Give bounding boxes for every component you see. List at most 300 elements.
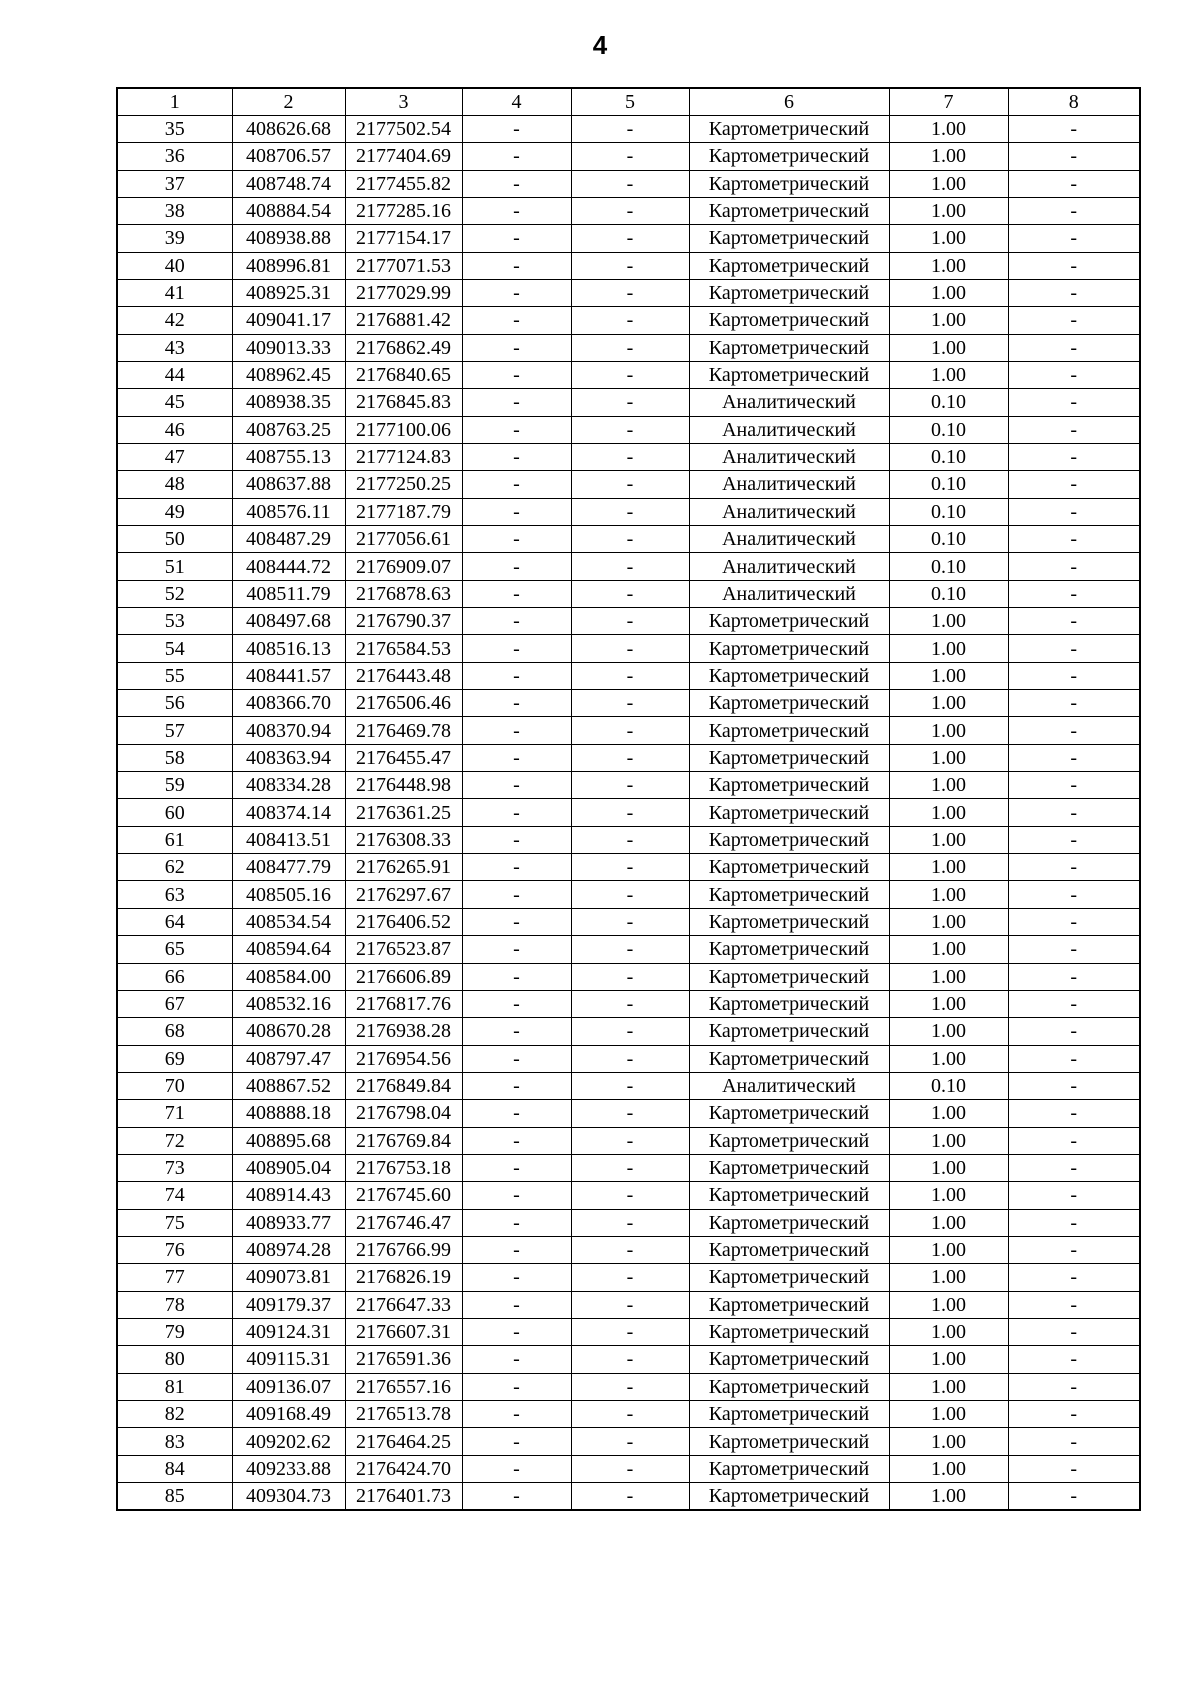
table-cell-accuracy: 1.00 bbox=[889, 1018, 1008, 1045]
table-cell-coordinate-x: 409013.33 bbox=[232, 334, 345, 361]
table-cell-point-number: 71 bbox=[117, 1100, 232, 1127]
table-cell-point-number: 60 bbox=[117, 799, 232, 826]
table-cell-col-4-value: - bbox=[462, 580, 571, 607]
table-cell-method: Аналитический bbox=[689, 443, 889, 470]
table-cell-col-5-value: - bbox=[571, 471, 689, 498]
table-cell-col-5-value: - bbox=[571, 553, 689, 580]
table-cell-coordinate-y: 2176845.83 bbox=[345, 389, 462, 416]
table-cell-coordinate-y: 2176753.18 bbox=[345, 1154, 462, 1181]
table-cell-method: Картометрический bbox=[689, 963, 889, 990]
table-cell-col-5-value: - bbox=[571, 635, 689, 662]
table-cell-method: Картометрический bbox=[689, 143, 889, 170]
table-cell-method: Картометрический bbox=[689, 1483, 889, 1510]
table-cell-point-number: 84 bbox=[117, 1455, 232, 1482]
table-cell-col-5-value: - bbox=[571, 826, 689, 853]
table-cell-col-5-value: - bbox=[571, 990, 689, 1017]
table-cell-coordinate-y: 2177285.16 bbox=[345, 197, 462, 224]
table-cell-coordinate-y: 2176862.49 bbox=[345, 334, 462, 361]
table-cell-method: Картометрический bbox=[689, 662, 889, 689]
table-cell-method: Аналитический bbox=[689, 416, 889, 443]
table-row bbox=[117, 744, 1140, 771]
table-cell-coordinate-x: 408370.94 bbox=[232, 717, 345, 744]
table-cell-col-5-value: - bbox=[571, 580, 689, 607]
table-row bbox=[117, 1318, 1140, 1345]
table-cell-coordinate-x: 408497.68 bbox=[232, 608, 345, 635]
table-cell-col-4-value: - bbox=[462, 361, 571, 388]
table-cell-accuracy: 1.00 bbox=[889, 1127, 1008, 1154]
table-cell-point-number: 77 bbox=[117, 1264, 232, 1291]
table-cell-accuracy: 1.00 bbox=[889, 115, 1008, 142]
table-cell-col-5-value: - bbox=[571, 1318, 689, 1345]
table-cell-col-8-value: - bbox=[1008, 608, 1140, 635]
table-cell-coordinate-y: 2176849.84 bbox=[345, 1072, 462, 1099]
table-row bbox=[117, 279, 1140, 306]
table-cell-coordinate-y: 2177124.83 bbox=[345, 443, 462, 470]
table-cell-col-4-value: - bbox=[462, 170, 571, 197]
table-cell-coordinate-y: 2176401.73 bbox=[345, 1483, 462, 1510]
table-cell-accuracy: 1.00 bbox=[889, 170, 1008, 197]
table-cell-coordinate-x: 408888.18 bbox=[232, 1100, 345, 1127]
table-cell-accuracy: 1.00 bbox=[889, 279, 1008, 306]
table-cell-coordinate-x: 408895.68 bbox=[232, 1127, 345, 1154]
table-cell-col-4-value: - bbox=[462, 115, 571, 142]
table-cell-accuracy: 1.00 bbox=[889, 1236, 1008, 1263]
table-cell-coordinate-x: 408534.54 bbox=[232, 908, 345, 935]
table-cell-method: Картометрический bbox=[689, 881, 889, 908]
table-cell-point-number: 68 bbox=[117, 1018, 232, 1045]
table-row bbox=[117, 1209, 1140, 1236]
table-cell-coordinate-y: 2176557.16 bbox=[345, 1373, 462, 1400]
table-row bbox=[117, 443, 1140, 470]
table-cell-coordinate-y: 2177056.61 bbox=[345, 526, 462, 553]
table-cell-point-number: 45 bbox=[117, 389, 232, 416]
table-cell-col-8-value: - bbox=[1008, 1072, 1140, 1099]
table-cell-accuracy: 1.00 bbox=[889, 881, 1008, 908]
table-cell-col-4-value: - bbox=[462, 1018, 571, 1045]
table-cell-col-4-value: - bbox=[462, 717, 571, 744]
table-cell-col-4-value: - bbox=[462, 252, 571, 279]
table-row bbox=[117, 690, 1140, 717]
table-row bbox=[117, 1483, 1140, 1510]
table-row bbox=[117, 143, 1140, 170]
table-cell-point-number: 42 bbox=[117, 307, 232, 334]
table-cell-accuracy: 1.00 bbox=[889, 1483, 1008, 1510]
table-cell-col-8-value: - bbox=[1008, 416, 1140, 443]
table-cell-method: Картометрический bbox=[689, 772, 889, 799]
table-cell-point-number: 40 bbox=[117, 252, 232, 279]
table-cell-point-number: 72 bbox=[117, 1127, 232, 1154]
table-cell-coordinate-y: 2176909.07 bbox=[345, 553, 462, 580]
table-cell-method: Картометрический bbox=[689, 1428, 889, 1455]
table-cell-coordinate-x: 408532.16 bbox=[232, 990, 345, 1017]
table-cell-col-5-value: - bbox=[571, 908, 689, 935]
table-cell-coordinate-y: 2176745.60 bbox=[345, 1182, 462, 1209]
table-cell-accuracy: 1.00 bbox=[889, 1401, 1008, 1428]
table-cell-coordinate-y: 2176591.36 bbox=[345, 1346, 462, 1373]
table-cell-method: Картометрический bbox=[689, 826, 889, 853]
table-cell-coordinate-y: 2176790.37 bbox=[345, 608, 462, 635]
table-cell-col-4-value: - bbox=[462, 307, 571, 334]
table-cell-col-4-value: - bbox=[462, 334, 571, 361]
table-cell-point-number: 58 bbox=[117, 744, 232, 771]
table-cell-coordinate-y: 2176607.31 bbox=[345, 1318, 462, 1345]
table-cell-col-5-value: - bbox=[571, 1018, 689, 1045]
table-cell-point-number: 52 bbox=[117, 580, 232, 607]
table-cell-col-4-value: - bbox=[462, 854, 571, 881]
table-cell-coordinate-x: 408477.79 bbox=[232, 854, 345, 881]
table-cell-coordinate-x: 408363.94 bbox=[232, 744, 345, 771]
column-header: 3 bbox=[345, 88, 462, 115]
table-cell-col-5-value: - bbox=[571, 854, 689, 881]
table-cell-col-5-value: - bbox=[571, 1182, 689, 1209]
table-cell-col-5-value: - bbox=[571, 936, 689, 963]
table-cell-col-5-value: - bbox=[571, 1401, 689, 1428]
table-cell-coordinate-x: 408516.13 bbox=[232, 635, 345, 662]
table-cell-accuracy: 1.00 bbox=[889, 744, 1008, 771]
table-row bbox=[117, 1100, 1140, 1127]
table-cell-coordinate-y: 2176878.63 bbox=[345, 580, 462, 607]
table-cell-point-number: 47 bbox=[117, 443, 232, 470]
table-cell-col-4-value: - bbox=[462, 553, 571, 580]
table-row bbox=[117, 498, 1140, 525]
table-cell-coordinate-x: 408933.77 bbox=[232, 1209, 345, 1236]
table-cell-col-5-value: - bbox=[571, 690, 689, 717]
table-cell-col-8-value: - bbox=[1008, 1318, 1140, 1345]
table-cell-point-number: 61 bbox=[117, 826, 232, 853]
table-cell-method: Картометрический bbox=[689, 361, 889, 388]
table-cell-col-8-value: - bbox=[1008, 1154, 1140, 1181]
table-cell-col-4-value: - bbox=[462, 826, 571, 853]
table-cell-col-5-value: - bbox=[571, 307, 689, 334]
table-cell-coordinate-x: 408576.11 bbox=[232, 498, 345, 525]
table-cell-point-number: 69 bbox=[117, 1045, 232, 1072]
table-cell-col-4-value: - bbox=[462, 1100, 571, 1127]
table-cell-col-8-value: - bbox=[1008, 252, 1140, 279]
table-cell-col-4-value: - bbox=[462, 1373, 571, 1400]
table-cell-coordinate-x: 408444.72 bbox=[232, 553, 345, 580]
table-cell-col-5-value: - bbox=[571, 197, 689, 224]
table-row bbox=[117, 307, 1140, 334]
table-cell-col-5-value: - bbox=[571, 526, 689, 553]
table-cell-coordinate-x: 408334.28 bbox=[232, 772, 345, 799]
table-cell-point-number: 55 bbox=[117, 662, 232, 689]
table-cell-coordinate-x: 408637.88 bbox=[232, 471, 345, 498]
table-cell-col-5-value: - bbox=[571, 1483, 689, 1510]
table-cell-point-number: 51 bbox=[117, 553, 232, 580]
table-cell-accuracy: 1.00 bbox=[889, 662, 1008, 689]
table-cell-coordinate-x: 409073.81 bbox=[232, 1264, 345, 1291]
table-cell-col-5-value: - bbox=[571, 1455, 689, 1482]
table-row bbox=[117, 936, 1140, 963]
table-cell-coordinate-x: 408374.14 bbox=[232, 799, 345, 826]
table-cell-col-4-value: - bbox=[462, 498, 571, 525]
table-row bbox=[117, 1373, 1140, 1400]
table-cell-point-number: 64 bbox=[117, 908, 232, 935]
table-row bbox=[117, 1045, 1140, 1072]
table-row bbox=[117, 580, 1140, 607]
table-cell-accuracy: 1.00 bbox=[889, 252, 1008, 279]
table-cell-col-8-value: - bbox=[1008, 854, 1140, 881]
table-cell-col-4-value: - bbox=[462, 225, 571, 252]
table-cell-coordinate-x: 408763.25 bbox=[232, 416, 345, 443]
table-cell-col-5-value: - bbox=[571, 1373, 689, 1400]
table-cell-coordinate-y: 2176769.84 bbox=[345, 1127, 462, 1154]
table-cell-point-number: 81 bbox=[117, 1373, 232, 1400]
table-cell-method: Картометрический bbox=[689, 1127, 889, 1154]
table-cell-col-8-value: - bbox=[1008, 744, 1140, 771]
table-cell-accuracy: 1.00 bbox=[889, 608, 1008, 635]
table-cell-col-4-value: - bbox=[462, 772, 571, 799]
table-cell-col-4-value: - bbox=[462, 1291, 571, 1318]
table-cell-col-4-value: - bbox=[462, 635, 571, 662]
table-row bbox=[117, 1401, 1140, 1428]
table-cell-method: Аналитический bbox=[689, 580, 889, 607]
table-cell-coordinate-x: 408938.35 bbox=[232, 389, 345, 416]
table-cell-col-5-value: - bbox=[571, 963, 689, 990]
table-cell-col-8-value: - bbox=[1008, 553, 1140, 580]
table-cell-coordinate-x: 408938.88 bbox=[232, 225, 345, 252]
table-cell-method: Картометрический bbox=[689, 1209, 889, 1236]
table-cell-col-5-value: - bbox=[571, 334, 689, 361]
table-cell-accuracy: 1.00 bbox=[889, 936, 1008, 963]
table-cell-col-8-value: - bbox=[1008, 799, 1140, 826]
table-cell-point-number: 46 bbox=[117, 416, 232, 443]
table-cell-accuracy: 1.00 bbox=[889, 197, 1008, 224]
table-cell-method: Картометрический bbox=[689, 307, 889, 334]
table-cell-method: Картометрический bbox=[689, 1018, 889, 1045]
table-cell-point-number: 39 bbox=[117, 225, 232, 252]
table-cell-col-8-value: - bbox=[1008, 772, 1140, 799]
table-cell-coordinate-y: 2176506.46 bbox=[345, 690, 462, 717]
table-cell-accuracy: 1.00 bbox=[889, 717, 1008, 744]
table-cell-accuracy: 1.00 bbox=[889, 1455, 1008, 1482]
table-cell-coordinate-y: 2177455.82 bbox=[345, 170, 462, 197]
table-cell-coordinate-y: 2176464.25 bbox=[345, 1428, 462, 1455]
table-cell-col-8-value: - bbox=[1008, 115, 1140, 142]
table-row bbox=[117, 1428, 1140, 1455]
table-cell-accuracy: 1.00 bbox=[889, 1291, 1008, 1318]
table-cell-col-4-value: - bbox=[462, 1455, 571, 1482]
table-cell-accuracy: 0.10 bbox=[889, 443, 1008, 470]
table-cell-col-5-value: - bbox=[571, 1291, 689, 1318]
table-cell-coordinate-y: 2177154.17 bbox=[345, 225, 462, 252]
table-cell-col-4-value: - bbox=[462, 1236, 571, 1263]
table-cell-coordinate-y: 2177029.99 bbox=[345, 279, 462, 306]
table-cell-coordinate-y: 2176954.56 bbox=[345, 1045, 462, 1072]
table-cell-accuracy: 1.00 bbox=[889, 143, 1008, 170]
table-cell-accuracy: 1.00 bbox=[889, 1182, 1008, 1209]
table-row bbox=[117, 772, 1140, 799]
table-cell-col-5-value: - bbox=[571, 279, 689, 306]
table-row bbox=[117, 252, 1140, 279]
table-row bbox=[117, 826, 1140, 853]
table-cell-col-8-value: - bbox=[1008, 1346, 1140, 1373]
table-cell-col-5-value: - bbox=[571, 1127, 689, 1154]
table-cell-col-4-value: - bbox=[462, 279, 571, 306]
table-cell-col-5-value: - bbox=[571, 717, 689, 744]
table-cell-col-8-value: - bbox=[1008, 1373, 1140, 1400]
table-row bbox=[117, 854, 1140, 881]
table-cell-coordinate-y: 2176308.33 bbox=[345, 826, 462, 853]
table-cell-col-4-value: - bbox=[462, 197, 571, 224]
table-cell-col-8-value: - bbox=[1008, 990, 1140, 1017]
table-cell-accuracy: 1.00 bbox=[889, 854, 1008, 881]
table-cell-col-8-value: - bbox=[1008, 443, 1140, 470]
table-cell-point-number: 85 bbox=[117, 1483, 232, 1510]
table-cell-col-8-value: - bbox=[1008, 197, 1140, 224]
table-row bbox=[117, 170, 1140, 197]
table-cell-col-5-value: - bbox=[571, 443, 689, 470]
table-body bbox=[117, 115, 1140, 1510]
table-cell-col-5-value: - bbox=[571, 416, 689, 443]
table-cell-point-number: 50 bbox=[117, 526, 232, 553]
table-cell-point-number: 36 bbox=[117, 143, 232, 170]
table-row bbox=[117, 526, 1140, 553]
table-cell-point-number: 79 bbox=[117, 1318, 232, 1345]
table-cell-accuracy: 1.00 bbox=[889, 826, 1008, 853]
table-row bbox=[117, 717, 1140, 744]
table-cell-col-5-value: - bbox=[571, 881, 689, 908]
table-cell-method: Картометрический bbox=[689, 170, 889, 197]
column-header: 5 bbox=[571, 88, 689, 115]
table-cell-coordinate-y: 2176297.67 bbox=[345, 881, 462, 908]
table-cell-method: Картометрический bbox=[689, 990, 889, 1017]
table-cell-col-5-value: - bbox=[571, 1072, 689, 1099]
table-cell-method: Картометрический bbox=[689, 799, 889, 826]
table-cell-coordinate-y: 2176443.48 bbox=[345, 662, 462, 689]
table-cell-method: Картометрический bbox=[689, 608, 889, 635]
table-cell-col-8-value: - bbox=[1008, 908, 1140, 935]
table-cell-col-5-value: - bbox=[571, 608, 689, 635]
table-row bbox=[117, 1182, 1140, 1209]
table-cell-accuracy: 1.00 bbox=[889, 334, 1008, 361]
table-cell-coordinate-x: 408755.13 bbox=[232, 443, 345, 470]
table-cell-coordinate-y: 2176406.52 bbox=[345, 908, 462, 935]
table-cell-method: Картометрический bbox=[689, 1182, 889, 1209]
table-cell-coordinate-y: 2177250.25 bbox=[345, 471, 462, 498]
table-cell-coordinate-x: 408584.00 bbox=[232, 963, 345, 990]
table-cell-accuracy: 1.00 bbox=[889, 225, 1008, 252]
table-cell-coordinate-x: 408914.43 bbox=[232, 1182, 345, 1209]
table-cell-point-number: 59 bbox=[117, 772, 232, 799]
table-cell-accuracy: 1.00 bbox=[889, 635, 1008, 662]
table-cell-coordinate-x: 408797.47 bbox=[232, 1045, 345, 1072]
table-cell-accuracy: 1.00 bbox=[889, 1209, 1008, 1236]
table-cell-coordinate-x: 408511.79 bbox=[232, 580, 345, 607]
table-cell-point-number: 56 bbox=[117, 690, 232, 717]
table-cell-point-number: 78 bbox=[117, 1291, 232, 1318]
table-cell-col-8-value: - bbox=[1008, 1127, 1140, 1154]
table-cell-col-8-value: - bbox=[1008, 526, 1140, 553]
table-cell-col-8-value: - bbox=[1008, 143, 1140, 170]
table-cell-accuracy: 1.00 bbox=[889, 772, 1008, 799]
table-cell-method: Картометрический bbox=[689, 1455, 889, 1482]
table-cell-coordinate-y: 2176766.99 bbox=[345, 1236, 462, 1263]
table-row bbox=[117, 225, 1140, 252]
table-cell-coordinate-x: 408925.31 bbox=[232, 279, 345, 306]
table-cell-col-8-value: - bbox=[1008, 498, 1140, 525]
table-cell-coordinate-x: 409041.17 bbox=[232, 307, 345, 334]
table-cell-method: Картометрический bbox=[689, 744, 889, 771]
table-cell-point-number: 70 bbox=[117, 1072, 232, 1099]
table-row bbox=[117, 990, 1140, 1017]
table-cell-col-4-value: - bbox=[462, 389, 571, 416]
table-cell-coordinate-y: 2176938.28 bbox=[345, 1018, 462, 1045]
table-cell-col-8-value: - bbox=[1008, 580, 1140, 607]
table-row bbox=[117, 197, 1140, 224]
table-row bbox=[117, 881, 1140, 908]
table-cell-col-5-value: - bbox=[571, 744, 689, 771]
table-cell-method: Картометрический bbox=[689, 1318, 889, 1345]
table-cell-method: Картометрический bbox=[689, 252, 889, 279]
table-cell-col-4-value: - bbox=[462, 908, 571, 935]
table-cell-method: Картометрический bbox=[689, 1291, 889, 1318]
table-cell-coordinate-y: 2176817.76 bbox=[345, 990, 462, 1017]
table-cell-col-8-value: - bbox=[1008, 1236, 1140, 1263]
table-cell-col-5-value: - bbox=[571, 170, 689, 197]
table-cell-method: Аналитический bbox=[689, 553, 889, 580]
table-row bbox=[117, 115, 1140, 142]
table-cell-point-number: 76 bbox=[117, 1236, 232, 1263]
table-cell-coordinate-x: 409233.88 bbox=[232, 1455, 345, 1482]
table-cell-method: Картометрический bbox=[689, 1264, 889, 1291]
table-cell-col-4-value: - bbox=[462, 1346, 571, 1373]
table-cell-point-number: 43 bbox=[117, 334, 232, 361]
table-row bbox=[117, 662, 1140, 689]
table-cell-coordinate-x: 408626.68 bbox=[232, 115, 345, 142]
table-header-row bbox=[117, 88, 1140, 115]
table-cell-coordinate-x: 408366.70 bbox=[232, 690, 345, 717]
table-cell-point-number: 82 bbox=[117, 1401, 232, 1428]
column-header: 6 bbox=[689, 88, 889, 115]
table-cell-accuracy: 1.00 bbox=[889, 1100, 1008, 1127]
table-cell-col-8-value: - bbox=[1008, 170, 1140, 197]
table-cell-accuracy: 1.00 bbox=[889, 307, 1008, 334]
table-cell-accuracy: 0.10 bbox=[889, 1072, 1008, 1099]
table-cell-col-8-value: - bbox=[1008, 826, 1140, 853]
table-cell-col-5-value: - bbox=[571, 252, 689, 279]
table-cell-col-5-value: - bbox=[571, 225, 689, 252]
column-header: 1 bbox=[117, 88, 232, 115]
table-cell-accuracy: 1.00 bbox=[889, 990, 1008, 1017]
table-cell-col-4-value: - bbox=[462, 526, 571, 553]
table-cell-col-5-value: - bbox=[571, 662, 689, 689]
table-cell-method: Картометрический bbox=[689, 717, 889, 744]
table-cell-method: Картометрический bbox=[689, 1045, 889, 1072]
table-cell-method: Картометрический bbox=[689, 854, 889, 881]
table-cell-point-number: 80 bbox=[117, 1346, 232, 1373]
table-row bbox=[117, 1127, 1140, 1154]
table-row bbox=[117, 553, 1140, 580]
table-cell-col-4-value: - bbox=[462, 690, 571, 717]
table-cell-coordinate-y: 2177404.69 bbox=[345, 143, 462, 170]
table-cell-coordinate-x: 408884.54 bbox=[232, 197, 345, 224]
table-cell-method: Аналитический bbox=[689, 389, 889, 416]
table-cell-col-8-value: - bbox=[1008, 471, 1140, 498]
table-cell-method: Картометрический bbox=[689, 279, 889, 306]
table-cell-coordinate-y: 2177502.54 bbox=[345, 115, 462, 142]
table-cell-point-number: 41 bbox=[117, 279, 232, 306]
table-cell-accuracy: 0.10 bbox=[889, 580, 1008, 607]
table-cell-col-4-value: - bbox=[462, 1401, 571, 1428]
table-cell-coordinate-x: 408996.81 bbox=[232, 252, 345, 279]
table-row bbox=[117, 416, 1140, 443]
table-cell-coordinate-x: 408670.28 bbox=[232, 1018, 345, 1045]
table-cell-coordinate-x: 409179.37 bbox=[232, 1291, 345, 1318]
table-cell-coordinate-y: 2176584.53 bbox=[345, 635, 462, 662]
table-cell-col-4-value: - bbox=[462, 608, 571, 635]
table-cell-method: Картометрический bbox=[689, 1346, 889, 1373]
